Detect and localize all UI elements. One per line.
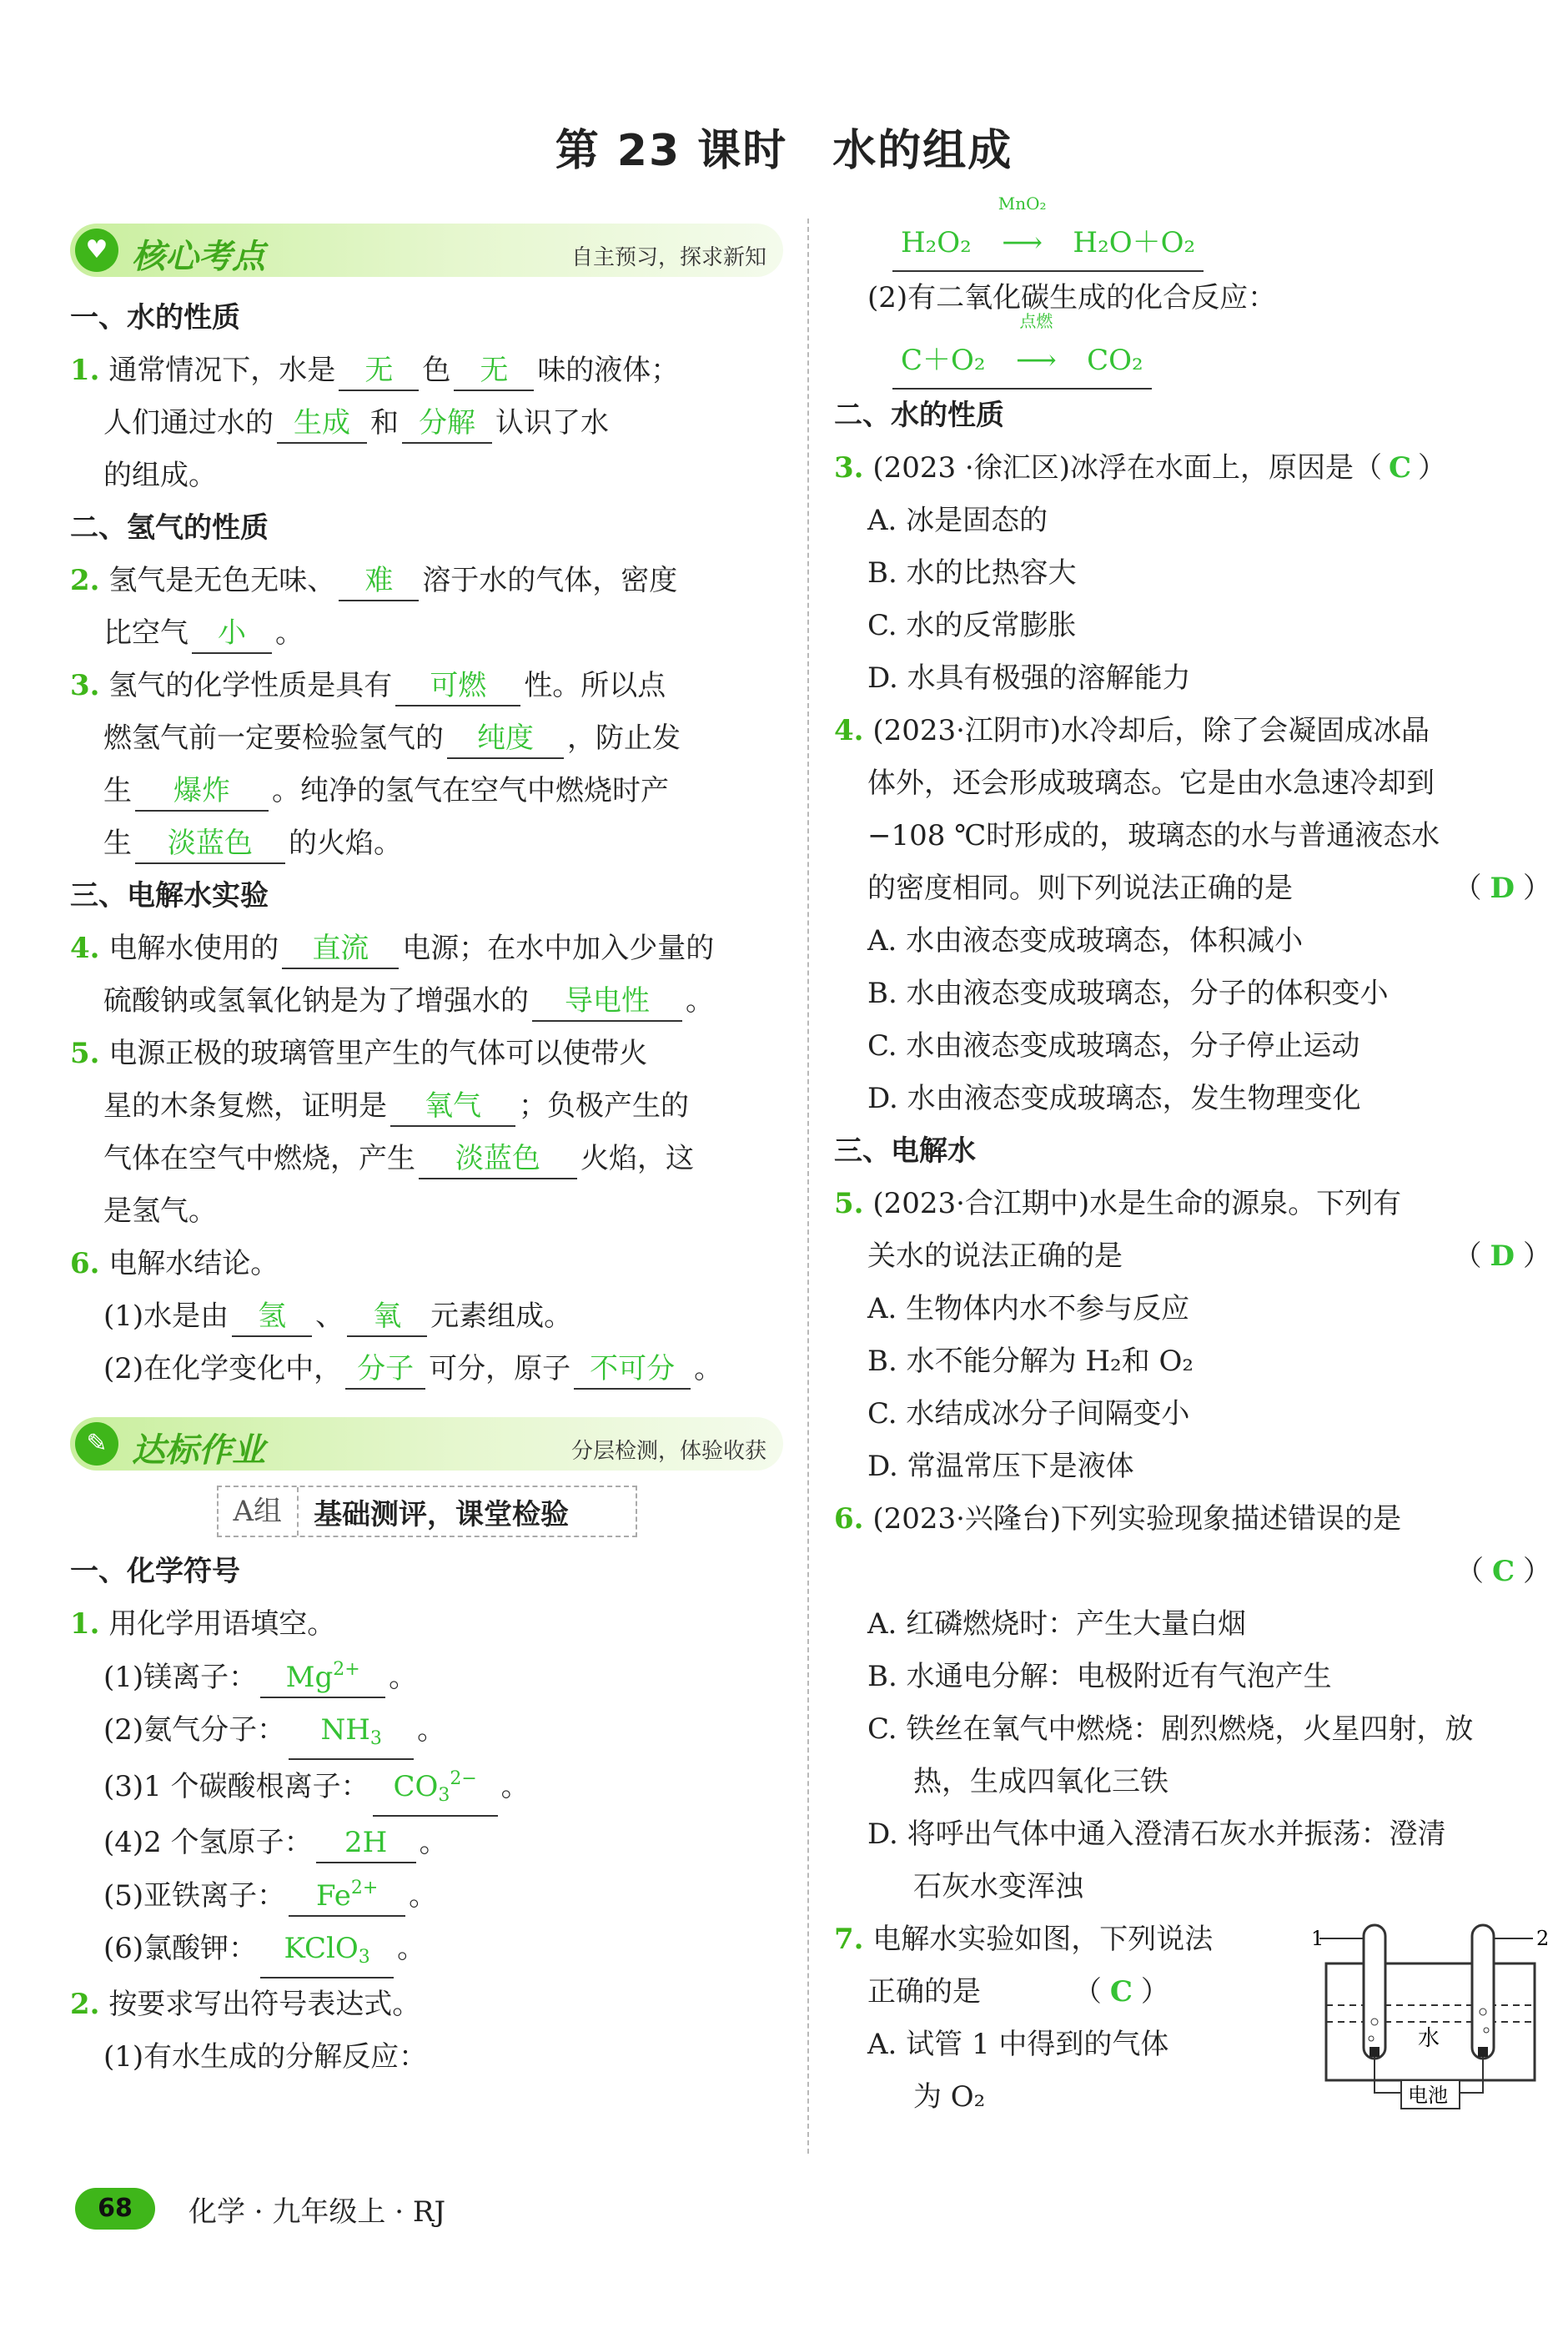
question-line	[70, 1290, 783, 1343]
answer-blank: 小	[192, 614, 272, 654]
question-text: 关水的说法正确的是	[867, 1239, 1123, 1273]
question-5	[834, 1178, 1551, 1230]
question-text: (2)氨气分子：	[103, 1713, 286, 1747]
answer-choice: C	[1491, 1555, 1515, 1588]
question-line	[70, 712, 783, 765]
option: B. 水由液态变成玻璃态，分子的体积变小	[867, 977, 1389, 1010]
question-text: 和	[370, 406, 399, 440]
answer-blank: 纯度	[447, 719, 564, 759]
battery-label: 电池	[1408, 2084, 1448, 2107]
reaction-condition: 点燃	[1019, 311, 1053, 331]
tube-label-2: 2	[1536, 1927, 1550, 1950]
question-3	[834, 442, 1551, 495]
question-4	[70, 923, 783, 975]
answer-blank: 难	[339, 561, 419, 601]
option: B. 水的比热容大	[867, 556, 1077, 590]
question-text: 。	[275, 616, 304, 650]
formula-superscript: 2−	[450, 1768, 477, 1789]
question-4	[834, 705, 1551, 757]
answer-paren: （ C ）	[1073, 1975, 1169, 2009]
question-text: 。	[694, 1352, 723, 1385]
question-text: 可分，原子	[429, 1352, 571, 1385]
section-heading: 三、电解水实验	[70, 879, 269, 913]
question-text: 电解水使用的	[108, 932, 279, 965]
question-text: 星的木条复燃，证明是	[103, 1089, 387, 1123]
question-line	[70, 1080, 783, 1133]
electrolysis-apparatus-figure	[1309, 1913, 1551, 2130]
page-footer	[75, 2185, 445, 2232]
question-text: 电解水实验如图，下列说法	[872, 1923, 1214, 1956]
banner-title: 核心考点	[132, 238, 265, 276]
question-text: 氢气是无色无味、	[108, 564, 336, 597]
question-text: 电源；在水中加入少量的	[402, 932, 715, 965]
question-text: 正确的是	[867, 1975, 981, 2009]
symbol-item: (5)亚铁离子： $Fe^{2+}$ 。	[70, 1869, 783, 1923]
question-line	[70, 1133, 783, 1185]
answer-paren: （ D ）	[1453, 872, 1551, 905]
formula: Fe	[316, 1879, 351, 1913]
answer-blank: 分解	[402, 404, 492, 444]
answer-blank	[260, 1929, 394, 1978]
reactants: C＋O₂	[901, 344, 986, 377]
question-text: 用化学用语填空。	[108, 1607, 336, 1641]
banner-core-points	[70, 224, 783, 277]
reaction-arrow: 点燃 ⟶	[994, 333, 1078, 388]
answer-blank: 无	[339, 351, 419, 391]
question-number: 6.	[70, 1247, 100, 1280]
symbol-item: (3)1 个碳酸根离子： $CO_3^{2-}$ 。	[70, 1760, 783, 1817]
question-text: (2)在化学变化中，	[103, 1352, 343, 1385]
question-line: 体外，还会形成玻璃态。它是由水急速冷却到	[867, 767, 1435, 800]
question-text: ，防止发	[567, 722, 681, 755]
symbol-item: (1)镁离子： $Mg^{2+}$ 。	[70, 1651, 783, 1704]
option: 为 O₂	[913, 2080, 986, 2114]
heart-icon: ♥	[75, 229, 118, 272]
question-3	[70, 660, 783, 712]
question-text: ；负极产生的	[519, 1089, 689, 1123]
answer-blank	[373, 1760, 498, 1817]
homework-question-1	[70, 1598, 783, 1651]
question-line	[70, 975, 783, 1028]
question-text: 通常情况下，水是	[108, 354, 336, 387]
equation-line	[892, 311, 1152, 390]
question-line	[70, 765, 783, 817]
question-line: 的组成。	[103, 459, 217, 492]
question-text: 溶于水的气体，密度	[422, 564, 678, 597]
question-text: (2023 ·徐汇区)冰浮在水面上，原因是（	[872, 451, 1382, 485]
question-text: 。纯净的氢气在空气中燃烧时产	[272, 774, 669, 807]
formula: KClO	[284, 1932, 359, 1965]
question-text: (1)镁离子：	[103, 1661, 258, 1694]
question-text: 电源正极的玻璃管里产生的气体可以使带火	[108, 1037, 648, 1070]
reactants: H₂O₂	[901, 226, 972, 259]
answer-blank: 可燃	[395, 666, 520, 706]
column-divider	[807, 219, 809, 2154]
question-text: (5)亚铁离子：	[103, 1879, 286, 1913]
formula-subscript: 3	[438, 1785, 450, 1806]
question-text: 人们通过水的	[103, 406, 274, 440]
answer-blank	[289, 1711, 414, 1760]
option: C. 水的反常膨胀	[867, 609, 1077, 642]
question-text: 生	[103, 827, 132, 860]
question-text: 性。所以点	[524, 669, 666, 702]
formula: Mg	[285, 1661, 334, 1694]
answer-blank: 氧	[347, 1297, 427, 1337]
question-number: 5.	[70, 1037, 100, 1070]
option: C. 铁丝在氧气中燃烧：剧烈燃烧，火星四射，放	[867, 1712, 1474, 1746]
question-line: 是氢气。	[103, 1194, 217, 1228]
answer-choice: C	[1109, 1975, 1133, 2009]
question-text: (3)1 个碳酸根离子：	[103, 1770, 369, 1803]
group-label-box	[217, 1486, 637, 1537]
equation-decomposition	[834, 194, 1551, 272]
option: D. 常温常压下是液体	[867, 1450, 1134, 1483]
question-number: 6.	[834, 1502, 864, 1536]
banner-title: 达标作业	[132, 1431, 265, 1470]
option: C. 水结成冰分子间隔变小	[867, 1397, 1190, 1430]
answer-blank: 不可分	[574, 1350, 691, 1390]
option: D. 水由液态变成玻璃态，发生物理变化	[867, 1082, 1361, 1115]
test-tube-2	[1472, 1925, 1494, 2059]
answer-blank: 分子	[345, 1350, 425, 1390]
question-text: 燃氢气前一定要检验氢气的	[103, 722, 444, 755]
reaction-arrow: MnO₂ ⟶	[981, 215, 1064, 270]
question-2	[70, 555, 783, 607]
symbol-item: (2)氨气分子： $NH_3$ 。	[70, 1704, 783, 1760]
question-text: 色	[422, 354, 451, 387]
symbol-item: (6)氯酸钾： KClO$_3$ 。	[70, 1923, 783, 1978]
page-number: 68	[75, 2188, 155, 2230]
question-text: (2023·合江期中)水是生命的源泉。下列有	[872, 1187, 1402, 1220]
question-number: 3.	[834, 451, 864, 485]
banner-subtitle: 分层检测，体验收获	[570, 1439, 766, 1464]
question-line	[834, 1230, 1551, 1283]
answer-blank: 氢	[232, 1297, 312, 1337]
question-text: 氢气的化学性质是具有	[108, 669, 393, 702]
question-text: (2023·江阴市)水冷却后，除了会凝固成冰晶	[872, 714, 1430, 747]
formula: CO	[393, 1770, 439, 1803]
answer-paren	[1382, 451, 1418, 485]
question-text: 硫酸钠或氢氧化钠是为了增强水的	[103, 984, 529, 1018]
question-6	[70, 1238, 783, 1290]
question-number: 1.	[70, 354, 100, 387]
option: D. 水具有极强的溶解能力	[867, 661, 1191, 695]
question-text: (1)水是由	[103, 1300, 229, 1333]
option: 热，生成四氧化三铁	[913, 1765, 1168, 1798]
question-text: 比空气	[103, 616, 188, 650]
answer-choice: D	[1490, 1239, 1515, 1273]
section-heading: 一、化学符号	[70, 1555, 240, 1588]
question-number: 7.	[834, 1923, 864, 1956]
banner-subtitle: 自主预习，探求新知	[570, 245, 766, 270]
question-line	[70, 817, 783, 870]
test-tube-1	[1364, 1925, 1385, 2059]
section-heading: 二、水的性质	[834, 399, 1004, 432]
answer-paren: （ D ）	[1453, 1239, 1551, 1273]
answer-blank: 导电性	[532, 982, 682, 1022]
question-text: 。	[686, 984, 714, 1018]
answer-blank: 淡蓝色	[419, 1139, 577, 1179]
option: A. 红磷燃烧时：产生大量白烟	[867, 1607, 1247, 1641]
banner-homework	[70, 1417, 783, 1471]
answer-blank: 直流	[282, 929, 399, 969]
question-text: (6)氯酸钾：	[103, 1932, 258, 1965]
question-text: 火焰，这	[580, 1142, 694, 1175]
symbol-item: (4)2 个氢原子： 2H 。	[70, 1817, 783, 1869]
question-text: 认识了水	[495, 406, 609, 440]
section-heading: 二、氢气的性质	[70, 511, 269, 545]
answer-blank: 生成	[277, 404, 367, 444]
question-text: 、	[315, 1300, 344, 1333]
section-heading: 一、水的性质	[70, 301, 240, 334]
question-number: 3.	[70, 669, 100, 702]
group-description: 基础测评，课堂检验	[314, 1497, 570, 1531]
group-name: A组	[219, 1487, 299, 1536]
answer-choice: C	[1388, 451, 1412, 485]
question-line: −108 ℃时形成的，玻璃态的水与普通液态水	[867, 819, 1440, 852]
question-line: (2)有二氧化碳生成的化合反应：	[867, 281, 1277, 314]
answer-blank: 氧气	[390, 1087, 515, 1127]
answer-blank	[260, 1651, 385, 1698]
formula-superscript: 2+	[350, 1878, 379, 1898]
question-line	[834, 862, 1551, 915]
answer-blank	[289, 1869, 405, 1917]
question-1	[70, 344, 783, 397]
tube-label-1: 1	[1311, 1927, 1324, 1950]
option: A. 水由液态变成玻璃态，体积减小	[867, 924, 1304, 958]
question-text: 元素组成。	[430, 1300, 573, 1333]
formula-superscript: 2+	[333, 1659, 360, 1680]
products: H₂O＋O₂	[1073, 226, 1196, 259]
answer-blank: 无	[454, 351, 534, 391]
question-text: (2023·兴隆台)下列实验现象描述错误的是	[872, 1502, 1402, 1536]
answer-paren: （ C ）	[1455, 1555, 1551, 1588]
right-column	[834, 194, 1551, 2124]
question-text: 的火焰。	[289, 827, 402, 860]
reaction-condition: MnO₂	[998, 194, 1047, 214]
question-text: 电解水结论。	[108, 1247, 279, 1280]
question-line	[70, 397, 783, 450]
question-text: 按要求写出符号表达式。	[108, 1988, 421, 2021]
answer-choice: D	[1490, 872, 1515, 905]
question-number: 4.	[70, 932, 100, 965]
option: B. 水通电分解：电极附近有气泡产生	[867, 1660, 1332, 1693]
question-6	[834, 1493, 1551, 1546]
products: CO₂	[1087, 344, 1143, 377]
option: B. 水不能分解为 H₂和 O₂	[867, 1345, 1194, 1378]
question-text: 味的液体；	[537, 354, 680, 387]
footer-text: 化学 · 九年级上 · RJ	[188, 2195, 446, 2229]
question-line: (1)有水生成的分解反应：	[103, 2040, 428, 2074]
question-number: 2.	[70, 564, 100, 597]
question-number: 2.	[70, 1988, 100, 2021]
question-line	[70, 1343, 783, 1395]
option: A. 冰是固态的	[867, 504, 1048, 537]
question-text: ）	[1418, 451, 1447, 485]
section-heading: 三、电解水	[834, 1134, 976, 1168]
answer-blank: 淡蓝色	[135, 824, 285, 864]
question-number: 4.	[834, 714, 864, 747]
homework-question-2	[70, 1978, 783, 2031]
answer-blank: 爆炸	[135, 772, 269, 812]
water-label: 水	[1418, 2026, 1440, 2051]
answer-blank: 2H	[316, 1823, 416, 1863]
equation-combination	[834, 311, 1551, 390]
pen-icon: ✎	[75, 1422, 118, 1466]
formula-subscript: 3	[358, 1947, 370, 1968]
page-title: 第 23 课时 水的组成	[555, 126, 1013, 176]
question-text: (4)2 个氢原子：	[103, 1826, 313, 1859]
electrode-2	[1478, 2047, 1488, 2057]
option: C. 水由液态变成玻璃态，分子停止运动	[867, 1029, 1360, 1063]
electrode-1	[1369, 2047, 1380, 2057]
question-5	[70, 1028, 783, 1080]
question-text: 的密度相同。则下列说法正确的是	[867, 872, 1293, 905]
option: A. 试管 1 中得到的气体	[867, 2028, 1169, 2061]
question-text: 生	[103, 774, 132, 807]
equation-line	[892, 194, 1204, 272]
option: A. 生物体内水不参与反应	[867, 1292, 1190, 1325]
question-number: 1.	[70, 1607, 100, 1641]
formula: NH	[320, 1713, 370, 1747]
question-number: 5.	[834, 1187, 864, 1220]
wire-1	[1375, 2057, 1401, 2093]
formula-subscript: 3	[369, 1728, 382, 1749]
option: D. 将呼出气体中通入澄清石灰水并振荡：澄清	[867, 1818, 1446, 1851]
wire-2	[1460, 2057, 1483, 2093]
question-line	[70, 607, 783, 660]
left-column	[70, 224, 783, 2084]
question-text: 气体在空气中燃烧，产生	[103, 1142, 415, 1175]
question-7-block	[834, 1913, 1551, 2124]
option: 石灰水变浑浊	[913, 1870, 1083, 1903]
